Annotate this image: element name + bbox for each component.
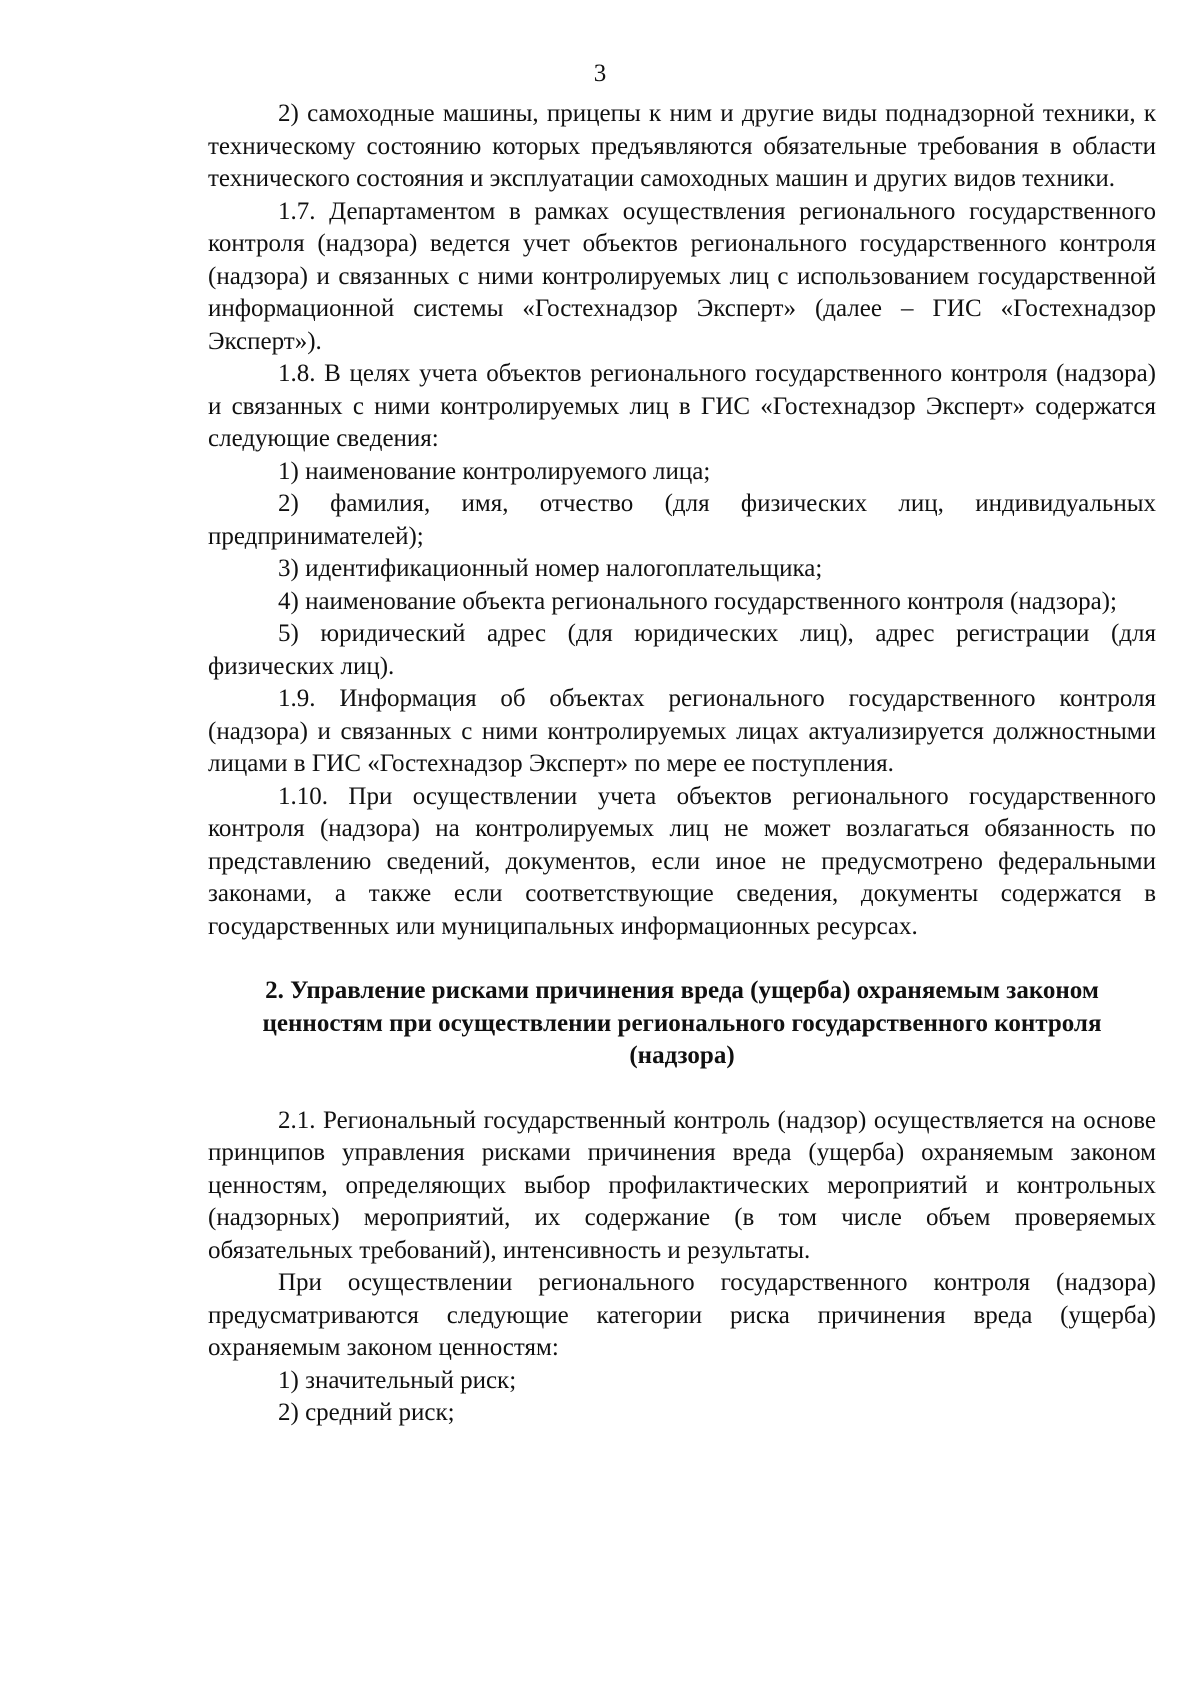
section-heading: 2. Управление рисками причинения вреда (ущерба) охраняемым законом ценностям при осуществлении регионального государственного контроля (надзора) (262, 977, 1102, 1069)
list-item: 1) наименование контролируемого лица; (278, 457, 711, 485)
paragraph: 1.8. В целях учета объектов регионального государственного контроля (надзора) и связанных с ними контролируемых лиц в ГИС «Гостехнадзор Эксперт» содержатся следующие сведения: (208, 360, 1156, 452)
document-body (208, 98, 1156, 1430)
paragraph: 1.7. Департаментом в рамках осуществления регионального государственного контроля (надзора) ведется учет объектов регионального государственного контроля (надзора) и связанных с ними контролируемых лиц с использованием государственной информационной системы «Гостехнадзор Эксперт» (далее – ГИС «Гостехнадзор Эксперт»). (208, 197, 1156, 355)
paragraph: 1.10. При осуществлении учета объектов регионального государственного контроля (надзора) на контролируемых лиц не может возлагаться обязанность по представлению сведений, документов, если иное не предусмотрено федеральными законами, а также если соответствующие сведения, документы содержатся в государственных или муниципальных информационных ресурсах. (208, 782, 1156, 940)
list-item: 5) юридический адрес (для юридических лиц), адрес регистрации (для физических лиц). (208, 620, 1156, 680)
paragraph: 2) самоходные машины, прицепы к ним и другие виды поднадзорной техники, к техническому состоянию которых предъявляются обязательные требования в области технического состояния и эксплуатации самоходных машин и других видов техники. (208, 100, 1156, 192)
list-item: 3) идентификационный номер налогоплательщика; (278, 555, 823, 582)
list-item: 2) средний риск; (278, 1399, 455, 1426)
paragraph: 2.1. Региональный государственный контроль (надзор) осуществляется на основе принципов управления рисками причинения вреда (ущерба) охраняемым законом ценностям, определяющих выбор профилактических мероприятий и контрольных (надзорных) мероприятий, их содержание (в том числе объем проверяемых обязательных требований), интенсивность и результаты. (208, 1106, 1156, 1264)
list-item: 1) значительный риск; (278, 1366, 517, 1394)
list-item: 4) наименование объекта регионального государственного контроля (надзора); (278, 587, 1117, 615)
paragraph: При осуществлении регионального государственного контроля (надзора) предусматриваются следующие категории риска причинения вреда (ущерба) охраняемым законом ценностям: (208, 1269, 1156, 1361)
page-number: 3 (593, 60, 607, 87)
list-item: 2) фамилия, имя, отчество (для физических лиц, индивидуальных предпринимателей); (208, 490, 1156, 550)
paragraph: 1.9. Информация об объектах регионального государственного контроля (надзора) и связанных с ними контролируемых лицах актуализируется должностными лицами в ГИС «Гостехнадзор Эксперт» по мере ее поступления. (208, 685, 1156, 777)
